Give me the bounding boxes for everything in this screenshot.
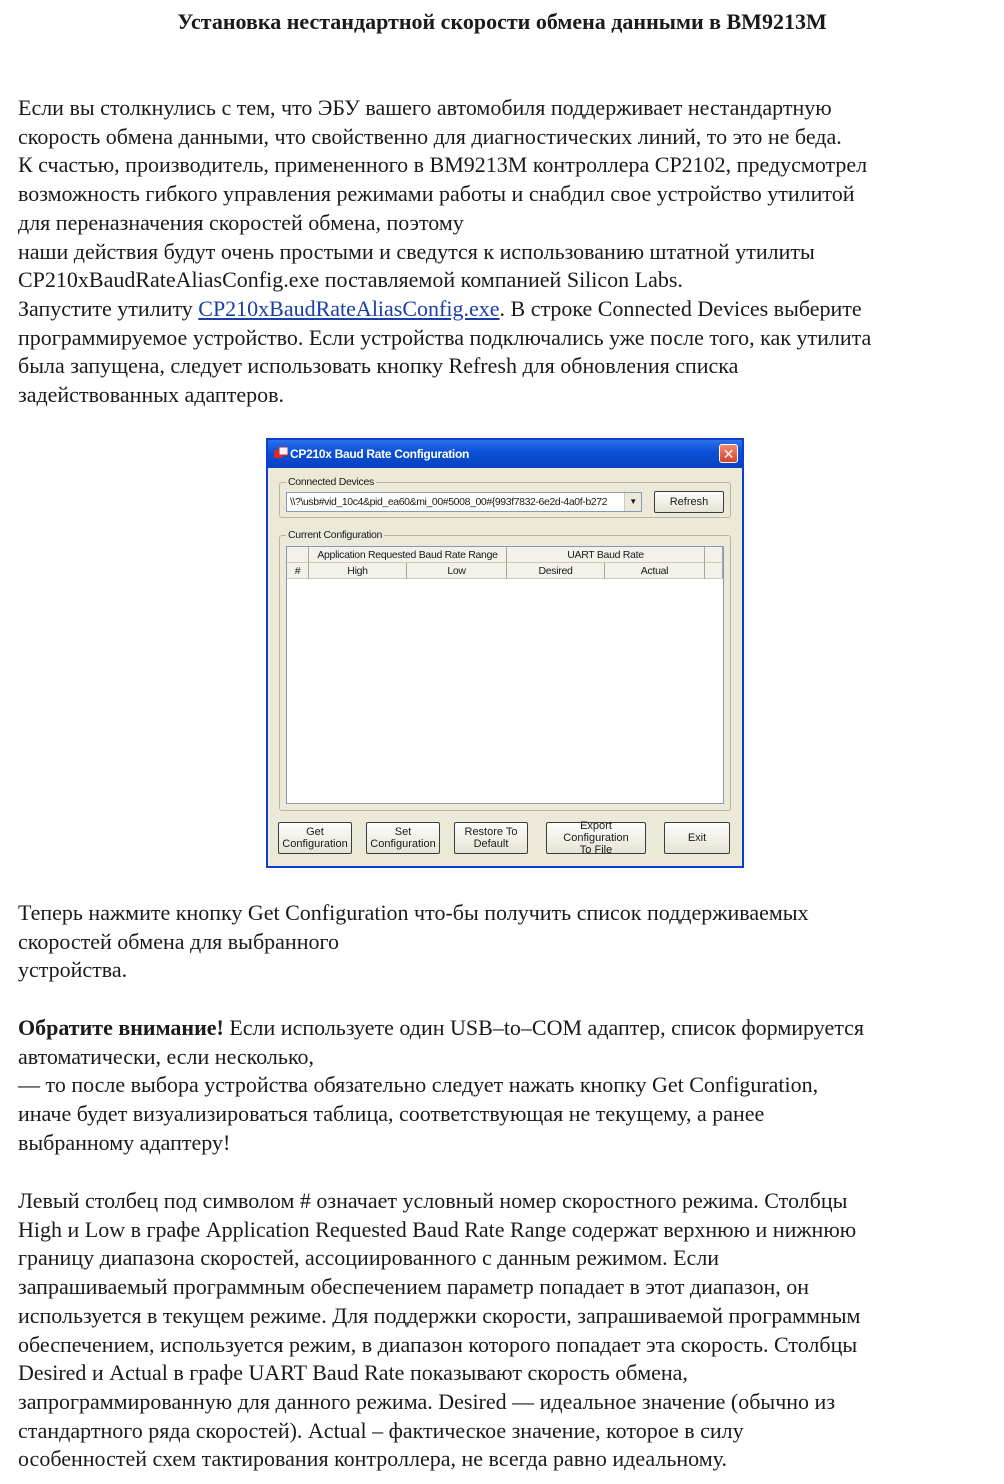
text-line	[18, 1014, 998, 1043]
connected-devices-label: Connected Devices	[288, 476, 374, 488]
exit-button[interactable]: Exit	[664, 822, 730, 854]
text-line: для переназначения скоростей обмена, поэтому	[18, 209, 464, 235]
refresh-button[interactable]: Refresh	[654, 491, 724, 513]
column-num[interactable]: #	[287, 563, 309, 579]
text-line: выбранному адаптеру!	[18, 1129, 231, 1155]
text-line: скорость обмена данными, что свойственно для диагностических линий, то это не беда.	[18, 123, 842, 149]
text-line: возможность гибкого управления режимами работы и снабдил свое устройство утилитой	[18, 181, 855, 207]
text-line	[18, 295, 998, 324]
dialog-titlebar	[268, 440, 742, 468]
columns-description-paragraph	[18, 1187, 998, 1474]
page-title: Установка нестандартной скорости обмена данными в BM9213M	[177, 9, 827, 34]
button-label: Configuration	[370, 838, 436, 850]
attention-paragraph	[18, 1014, 998, 1158]
button-label: Get	[306, 826, 324, 838]
text-line: наши действия будут очень простыми и сведутся к использованию штатной утилиты	[18, 238, 815, 264]
header-spacer	[287, 547, 309, 563]
device-select[interactable]	[286, 492, 642, 512]
text-line: иначе будет визуализироваться таблица, соответствующая не текущему, а ранее	[18, 1101, 765, 1127]
column-high[interactable]: High	[309, 563, 407, 579]
current-configuration-label: Current Configuration	[288, 529, 383, 541]
text-line: скоростей обмена для выбранного	[18, 928, 339, 954]
text-line: используется в текущем режиме. Для поддержки скорости, запрашиваемой программным	[18, 1302, 861, 1328]
text-run: Запустите утилиту	[18, 295, 199, 321]
text-line: была запущена, следует использовать кнопку Refresh для обновления списка	[18, 353, 739, 379]
text-line: Если вы столкнулись с тем, что ЭБУ вашего автомобиля поддерживает нестандартную	[18, 95, 832, 120]
button-label: To File	[579, 844, 613, 856]
device-select-value: \\?\usb#vid_10c4&pid_ea60&mi_00#5008_00#{993f7832-6e2d-4a0f-b272	[290, 496, 608, 508]
text-line: запрашиваемый программным обеспечением параметр попадает в этот диапазон, он	[18, 1274, 810, 1300]
attention-label: Обратите внимание!	[18, 1015, 224, 1040]
configuration-table[interactable]	[286, 546, 724, 804]
text-line: задействованных адаптеров.	[18, 382, 284, 408]
get-configuration-paragraph	[18, 899, 998, 985]
get-configuration-button[interactable]	[278, 822, 352, 854]
intro-paragraph	[18, 94, 998, 410]
text-line: особенностей схем тактирования контроллера, не всегда равно идеальному.	[18, 1446, 727, 1472]
text-line: High и Low в графе Application Requested Baud Rate Range содержат верхнюю и нижнюю	[18, 1216, 857, 1242]
button-label: Configuration	[282, 838, 348, 850]
button-label: Export Configuration	[563, 820, 629, 844]
header-spacer	[705, 547, 723, 563]
dialog-title: CP210x Baud Rate Configuration	[290, 447, 470, 461]
text-line: Теперь нажмите кнопку Get Configuration что-бы получить список поддерживаемых	[18, 900, 809, 925]
text-line: границу диапазона скоростей, ассоциированного с данным режимом. Если	[18, 1245, 720, 1271]
column-low[interactable]: Low	[407, 563, 507, 579]
text-line: обеспечением, используется режим, в диапазон которого попадает эта скорость. Столбцы	[18, 1331, 858, 1357]
column-actual[interactable]: Actual	[605, 563, 705, 579]
text-run: . В строке Connected Devices выберите	[499, 295, 862, 321]
close-icon[interactable]: ✕	[719, 444, 738, 463]
header-spacer	[705, 563, 723, 579]
column-desired[interactable]: Desired	[507, 563, 605, 579]
text-run: Если используете один USB–to–COM адаптер, список формируется	[223, 1015, 864, 1040]
text-line: К счастью, производитель, примененного в BM9213M контроллера CP2102, предусмотрел	[18, 152, 868, 178]
button-label: Restore To	[464, 826, 518, 838]
text-line: запрограммированную для данного режима. Desired — идеальное значение (обычно из	[18, 1388, 836, 1414]
text-line: CP210xBaudRateAliasConfig.exe поставляемой компанией Silicon Labs.	[18, 267, 683, 293]
app-icon	[274, 447, 288, 460]
header-app-range: Application Requested Baud Rate Range	[309, 547, 507, 563]
text-line: Левый столбец под символом # означает условный номер скоростного режима. Столбцы	[18, 1188, 848, 1213]
text-line: Desired и Actual в графе UART Baud Rate показывают скорость обмена,	[18, 1360, 688, 1386]
header-uart-rate: UART Baud Rate	[507, 547, 705, 563]
button-label: Set	[394, 826, 412, 838]
export-configuration-button[interactable]	[546, 822, 646, 854]
text-line: устройства.	[18, 957, 128, 983]
restore-default-button[interactable]	[454, 822, 528, 854]
text-line: — то после выбора устройства обязательно следует нажать кнопку Get Configuration,	[18, 1072, 819, 1098]
text-line: программируемое устройство. Если устройства подключались уже после того, как утилита	[18, 324, 872, 350]
text-line: автоматически, если несколько,	[18, 1043, 315, 1069]
text-line: стандартного ряда скоростей). Actual – фактическое значение, которое в силу	[18, 1417, 744, 1443]
button-label: Default	[473, 838, 509, 850]
chevron-down-icon[interactable]: ▼	[624, 493, 641, 511]
utility-link[interactable]: CP210xBaudRateAliasConfig.exe	[198, 295, 500, 321]
set-configuration-button[interactable]	[366, 822, 440, 854]
